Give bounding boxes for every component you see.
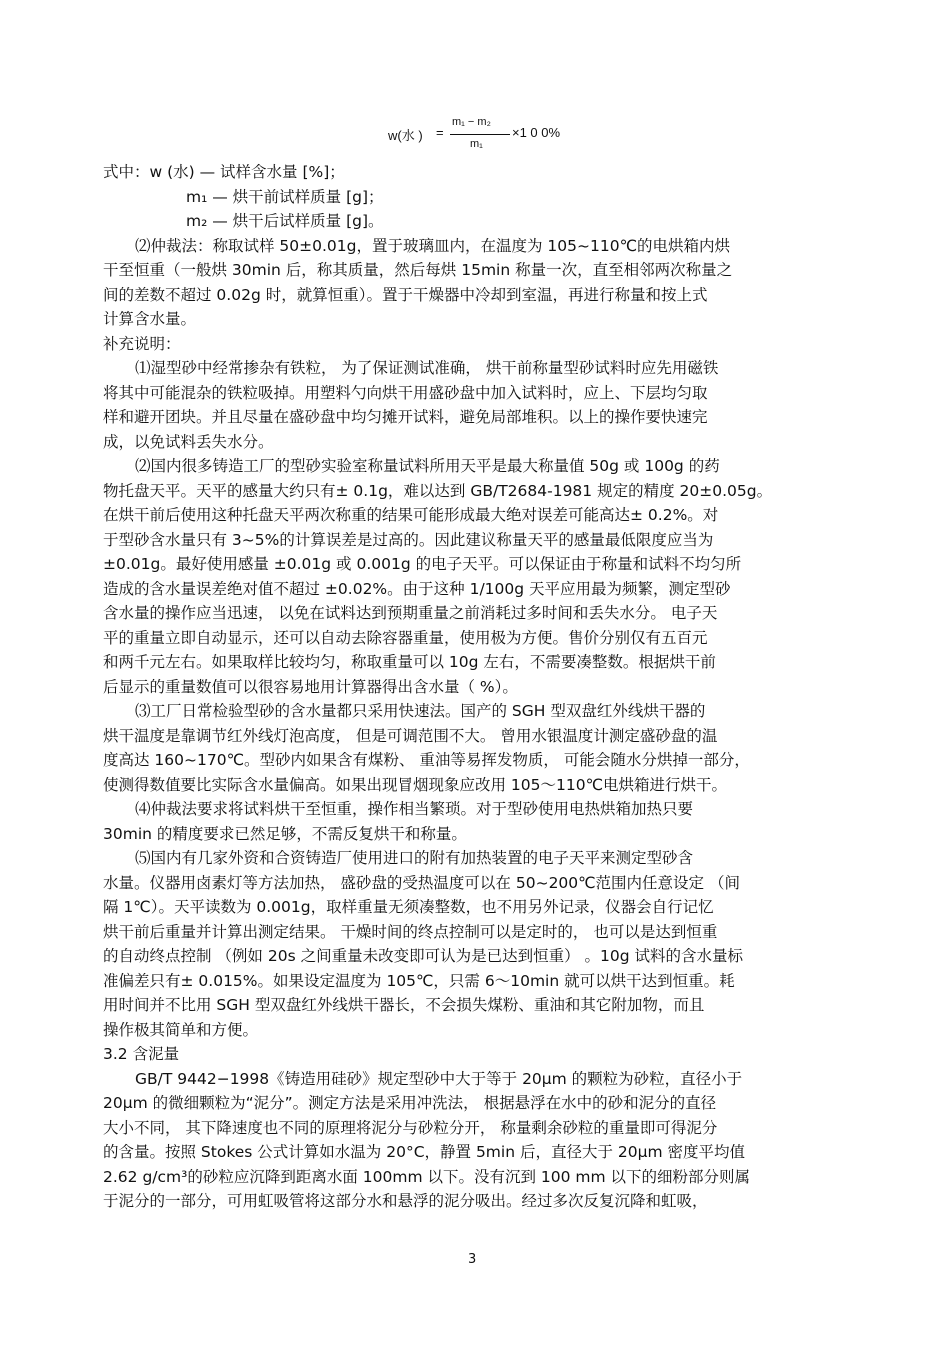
text-line: 20μm 的微细颗粒为“泥分”。测定方法是采用冲洗法， 根据悬浮在水中的砂和泥分的直径 <box>103 1094 717 1112</box>
text-line: 大小不同， 其下降速度也不同的原理将泥分与砂粒分开， 称量剩余砂粒的重量即可得泥分 <box>103 1118 718 1137</box>
text-line: ⑷仲裁法要求将试料烘干至恒重，操作相当繁琐。对于型砂使用电热烘箱加热只要 <box>135 800 694 818</box>
text-line: 式中：w (水) — 试样含水量 [%]； <box>103 163 345 181</box>
text-line: 准偏差只有± 0.015%。如果设定温度为 105℃，只需 6～10min 就可以烘干达到恒重。耗 <box>103 971 735 990</box>
text-line: ⑶工厂日常检验型砂的含水量都只采用快速法。国产的 SGH 型双盘红外线烘干器的 <box>135 702 706 720</box>
text-line: 操作极其简单和方便。 <box>103 1020 259 1039</box>
body-text <box>103 160 848 1214</box>
text-line: 于型砂含水量只有 3~5%的计算误差是过高的。因此建议称量天平的感量最低限度应当为 <box>103 530 714 549</box>
fraction-bar <box>450 134 510 135</box>
text-line: 将其中可能混杂的铁粒吸掉。用塑料勺向烘干用盛砂盘中加入试料时，应上、下层均匀取 <box>103 383 708 402</box>
text-line: ⑵仲裁法：称取试样 50±0.01g，置于玻璃皿内，在温度为 105~110℃的电烘箱内烘 <box>135 236 730 255</box>
text-line: 干至恒重（一般烘 30min 后，称其质量，然后每烘 15min 称量一次，直至相邻两次称量之 <box>103 261 733 279</box>
text-line: GB/T 9442−1998《铸造用硅砂》规定型砂中大于等于 20μm 的颗粒为砂粒，直径小于 <box>135 1069 743 1088</box>
formula-lhs: w(水 ) <box>388 128 423 143</box>
text-line: 的自动终点控制 （例如 20s 之间重量未改变即可认为是已达到恒重） 。10g 试料的含水量标 <box>103 947 743 965</box>
text-line: 成，以免试料丢失水分。 <box>103 432 274 451</box>
text-line: 补充说明： <box>103 334 181 353</box>
text-line: m₁ — 烘干前试样质量 [g]； <box>186 187 384 206</box>
text-line: 平的重量立即自动显示，还可以自动去除容器重量，使用极为方便。售价分别仅有五百元 <box>103 628 708 647</box>
text-line: 烘干前后重量并计算出测定结果。 干燥时间的终点控制可以是定时的， 也可以是达到恒重 <box>103 922 718 941</box>
text-line: 含水量的操作应当迅速， 以免在试料达到预期重量之前消耗过多时间和丢失水分。 电子天 <box>103 604 718 622</box>
formula-denominator: m₁ <box>470 138 483 150</box>
text-line: 间的差数不超过 0.02g 时，就算恒重）。置于干燥器中冷却到室温，再进行称量和按上式 <box>103 285 708 304</box>
text-line: ⑵国内很多铸造工厂的型砂实验室称量试料所用天平是最大称量值 50g 或 100g 的药 <box>135 457 720 475</box>
section-heading: 3.2 含泥量 <box>103 1045 180 1063</box>
text-line: 后显示的重量数值可以很容易地用计算器得出含水量（ %）。 <box>103 677 518 696</box>
text-line: 隔 1℃）。天平读数为 0.001g，取样重量无须凑整数，也不用另外记录，仪器会自行记忆 <box>103 898 714 916</box>
text-line: m₂ — 烘干后试样质量 [g]。 <box>186 212 384 230</box>
text-line: 和两千元左右。如果取样比较均匀，称取重量可以 10g 左右，不需要凑整数。根据烘干前 <box>103 653 716 671</box>
text-line: 在烘干前后使用这种托盘天平两次称重的结果可能形成最大绝对误差可能高达± 0.2%。对 <box>103 506 719 524</box>
text-line: 2.62 g/cm³的砂粒应沉降到距离水面 100mm 以下。没有沉到 100 mm 以下的细粉部分则属 <box>103 1167 751 1186</box>
formula-equals: = <box>436 125 444 140</box>
text-line: 烘干温度是靠调节红外线灯泡高度， 但是可调范围不大。 曾用水银温度计测定盛砂盘的温 <box>103 726 718 745</box>
text-line: 的含量。按照 Stokes 公式计算如水温为 20°C，静置 5min 后，直径大于 20μm 密度平均值 <box>103 1143 745 1161</box>
water-content-formula <box>388 116 588 156</box>
page-number: 3 <box>468 1252 477 1267</box>
text-line: ⑸国内有几家外资和合资铸造厂使用进口的附有加热装置的电子天平来测定型砂含 <box>135 849 694 867</box>
text-line: 用时间并不比用 SGH 型双盘红外线烘干器长，不会损失煤粉、重油和其它附加物，而且 <box>103 996 705 1014</box>
text-line: 水量。仪器用卤素灯等方法加热， 盛砂盘的受热温度可以在 50~200℃范围内任意设定 （间 <box>103 873 740 892</box>
formula-multiplier: ×1 0 0% <box>512 125 561 140</box>
text-line: 物托盘天平。天平的感量大约只有± 0.1g，难以达到 GB/T2684-1981 规定的精度 20±0.05g。 <box>103 481 773 500</box>
formula-numerator: m₁ − m₂ <box>452 116 491 128</box>
text-line: 使测得数值要比实际含水量偏高。如果出现冒烟现象应改用 105～110℃电烘箱进行烘干。 <box>103 775 728 794</box>
text-line: 于泥分的一部分，可用虹吸管将这部分水和悬浮的泥分吸出。经过多次反复沉降和虹吸， <box>103 1192 708 1210</box>
text-line: 度高达 160~170℃。型砂内如果含有煤粉、 重油等易挥发物质， 可能会随水分烘掉一部分， <box>103 751 750 769</box>
text-line: ±0.01g。最好使用感量 ±0.01g 或 0.001g 的电子天平。可以保证由于称量和试料不均匀所 <box>103 555 742 573</box>
text-line: ⑴湿型砂中经常掺杂有铁粒， 为了保证测试准确， 烘干前称量型砂试料时应先用磁铁 <box>135 359 719 377</box>
text-line: 30min 的精度要求已然足够，不需反复烘干和称量。 <box>103 824 467 843</box>
text-line: 样和避开团块。并且尽量在盛砂盘中均匀摊开试料，避免局部堆积。以上的操作要快速完 <box>103 408 708 426</box>
text-line: 计算含水量。 <box>103 310 197 328</box>
text-line: 造成的含水量误差绝对值不超过 ±0.02%。由于这种 1/100g 天平应用最为频繁，测定型砂 <box>103 579 731 598</box>
